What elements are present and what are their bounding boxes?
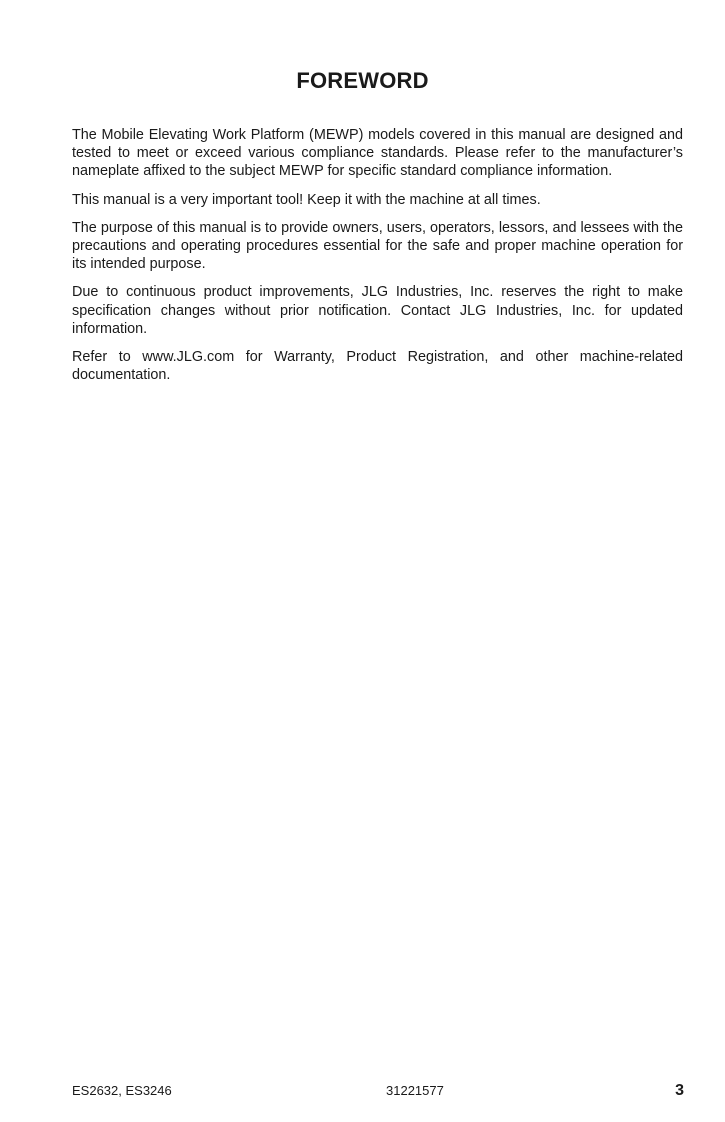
paragraph-purpose: The purpose of this manual is to provide owners, users, operators, lessors, and lessees with the precautions and operating procedures essential for the safe and proper machine operation for its intended purpose.	[72, 219, 683, 273]
footer-models: ES2632, ES3246	[72, 1083, 172, 1098]
footer-doc-number: 31221577	[386, 1083, 444, 1098]
page-title: FOREWORD	[296, 68, 429, 93]
page-footer	[72, 1083, 684, 1103]
paragraph-compliance: The Mobile Elevating Work Platform (MEWP) models covered in this manual are designed and tested to meet or exceed various compliance standards. Please refer to the manufacturer’s nameplate affixed to the subject MEWP for specific standard compliance information.	[72, 127, 683, 180]
footer-page-number: 3	[675, 1082, 684, 1099]
foreword-body	[72, 126, 683, 394]
paragraph-important-tool: This manual is a very important tool! Keep it with the machine at all times.	[72, 191, 541, 208]
paragraph-improvements: Due to continuous product improvements, JLG Industries, Inc. reserves the right to make specification changes without prior notification. Contact JLG Industries, Inc. for updated information.	[72, 284, 683, 337]
paragraph-warranty-reference: Refer to www.JLG.com for Warranty, Product Registration, and other machine-related documentation.	[72, 349, 683, 384]
